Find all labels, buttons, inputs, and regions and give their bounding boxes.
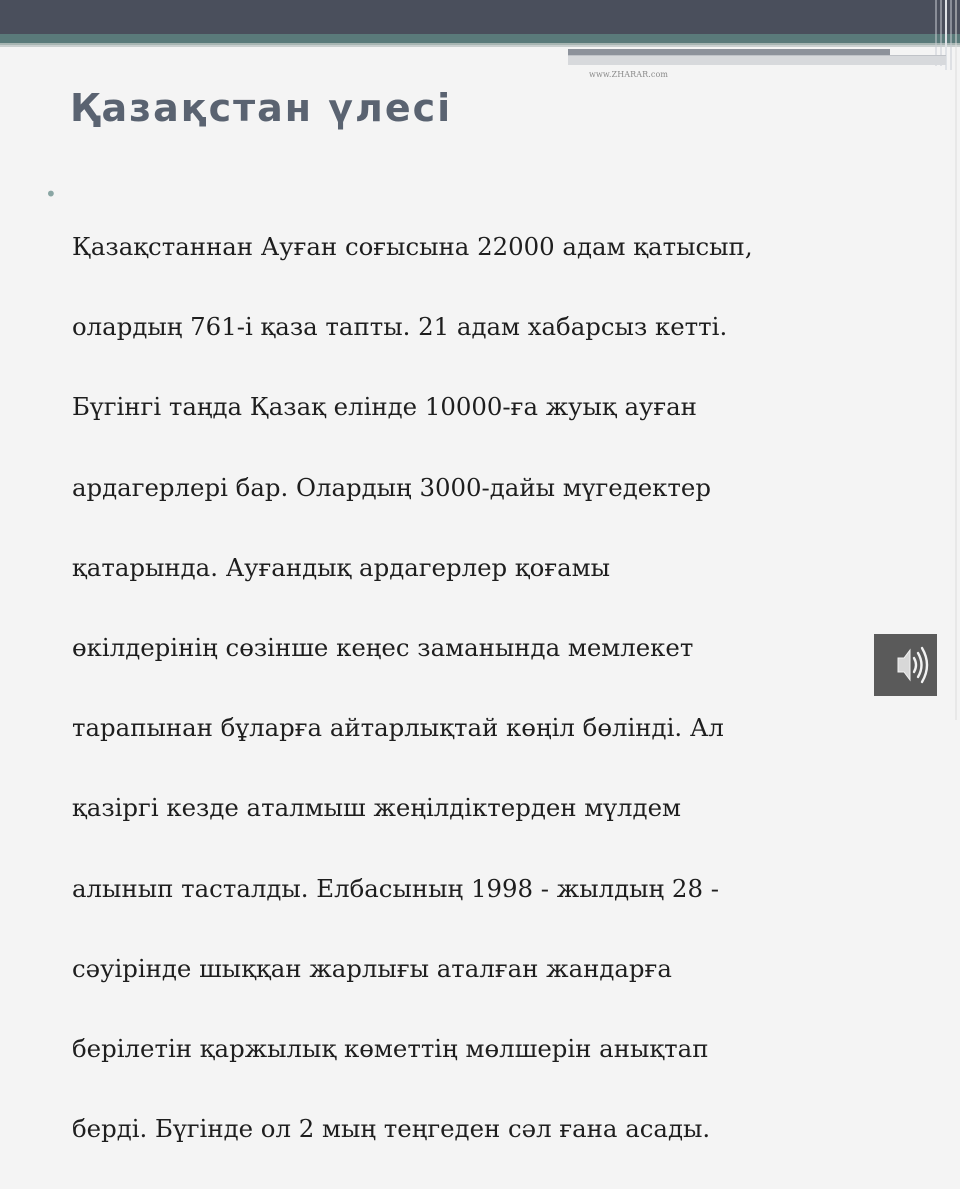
body-line: берді. Бүгінде ол 2 мың теңгеден сәл ғана асады. [72,1114,711,1144]
audio-play-button[interactable] [874,634,937,696]
bullet-marker: • [45,182,57,206]
slide-title: Қазақстан үлесі [70,86,453,130]
body-line: олардың 761-і қаза тапты. 21 адам хабарсыз кетті. [72,312,728,342]
body-line: тарапынан бұларға айтарлықтай көңіл бөлінді. Ал [72,713,724,743]
right-edge-lines-decoration [932,0,960,720]
body-line: өкілдерінің сөзінше кеңес заманында мемлекет [72,633,694,663]
body-line: қазіргі кезде аталмыш жеңілдіктерден мүлдем [72,793,681,823]
body-line: Қазақстаннан Ауған соғысына 22000 адам қатысып, [72,232,753,262]
watermark-text: www.ZHARAR.com [589,70,669,79]
speaker-icon [874,634,937,696]
header-band-dark [0,0,960,34]
body-line: қатарында. Ауғандық ардагерлер қоғамы [72,552,611,582]
header-divider-gray [0,45,960,47]
body-line: берілетін қаржылық көметтің мөлшерін анықтап [72,1033,709,1063]
body-line: алынып тасталды. Елбасының 1998 - жылдың 28 - [72,873,719,903]
slide-body-text [72,187,902,1189]
body-line: ардагерлері бар. Олардың 3000-дайы мүгедектер [72,472,711,502]
body-line: сәуірінде шыққан жарлығы аталған жандарға [72,953,672,983]
body-line: Бүгінгі таңда Қазақ елінде 10000-ға жуық ауған [72,392,697,422]
header-shadow-panel [568,55,946,65]
header-band-teal [0,34,960,43]
